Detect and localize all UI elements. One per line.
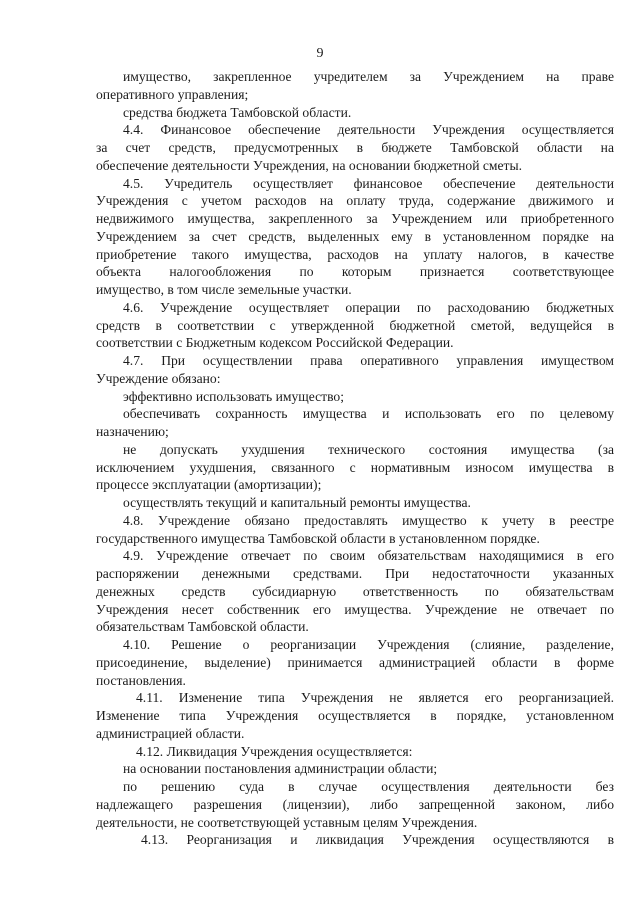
text-line: Учреждения несет собственник его имущества. Учреждение не отвечает по — [96, 601, 614, 617]
text-line: постановления. — [96, 672, 186, 688]
text-line: за счет средств, предусмотренных в бюджете Тамбовской области на — [96, 140, 614, 155]
text-line: денежных средств субсидиарную ответственность по обязательствам — [96, 583, 614, 599]
page-number: 9 — [316, 46, 324, 61]
text-line: 4.7. При осуществлении права оперативного управления имуществом — [123, 353, 614, 368]
text-line: 4.11. Изменение типа Учреждения не является его реорганизацией. — [136, 690, 614, 706]
text-line: осуществлять текущий и капитальный ремонты имущества. — [123, 495, 471, 510]
text-line: 4.6. Учреждение осуществляет операции по расходованию бюджетных — [123, 299, 614, 315]
text-line: надлежащего разрешения (лицензии), либо запрещенной законом, либо — [96, 796, 614, 812]
text-line: администрацией области. — [96, 725, 245, 741]
text-line: 4.4. Финансовое обеспечение деятельности Учреждения осуществляется — [123, 122, 614, 138]
text-line: назначению; — [96, 424, 169, 439]
text-line: обеспечивать сохранность имущества и использовать его по целевому — [123, 406, 614, 422]
text-line: имущество, в том числе земельные участки. — [96, 282, 352, 297]
text-line: 4.9. Учреждение отвечает по своим обязательствам находящимися в его — [123, 548, 614, 564]
text-line: деятельности, не соответствующей уставным целям Учреждения. — [96, 814, 478, 830]
text-line: не допускать ухудшения технического состояния имущества (за — [123, 441, 614, 457]
text-line: 4.12. Ликвидация Учреждения осуществляется: — [136, 743, 413, 759]
text-line: 4.5. Учредитель осуществляет финансовое обеспечение деятельности — [123, 175, 614, 191]
text-line: по решению суда в случае осуществления деятельности без — [123, 779, 614, 794]
text-line: исключением ухудшения, связанного с нормативным износом имущества в — [96, 459, 614, 475]
text-line: распоряжении денежными средствами. При недостаточности указанных — [96, 566, 614, 581]
text-line: обязательствам Тамбовской области. — [96, 619, 309, 635]
text-line: государственного имущества Тамбовской области в установленном порядке. — [96, 530, 540, 546]
text-line: 4.8. Учреждение обязано предоставлять имущество к учету в реестре — [123, 512, 614, 528]
text-line: имущество, закрепленное учредителем за Учреждением на праве — [123, 69, 614, 84]
text-line: на основании постановления администрации области; — [123, 761, 438, 777]
text-line: Учреждения с учетом расходов на оплату труда, содержание движимого и — [96, 193, 614, 209]
document-body — [96, 68, 614, 849]
text-line: 4.13. Реорганизация и ликвидация Учреждения осуществляются в — [141, 832, 614, 848]
text-line: средства бюджета Тамбовской области. — [123, 104, 352, 120]
text-line: недвижимого имущества, закрепленного за Учреждением или приобретенного — [96, 211, 614, 226]
text-line: приобретение такого имущества, расходов на уплату налогов, в качестве — [96, 246, 614, 262]
text-line: объекта налогообложения по которым признается соответствующее — [96, 264, 614, 280]
text-line: присоединение, выделение) принимается администрацией области в форме — [96, 654, 614, 670]
text-line: эффективно использовать имущество; — [123, 388, 344, 404]
text-line: Учреждение обязано: — [96, 370, 221, 386]
text-line: Учреждением за счет средств, выделенных ему в установленном порядке на — [96, 228, 614, 244]
text-line: оперативного управления; — [96, 86, 249, 102]
text-line: 4.10. Решение о реорганизации Учреждения (слияние, разделение, — [123, 637, 614, 652]
text-line: соответствии с Бюджетным кодексом Российской Федерации. — [96, 335, 454, 351]
text-line: Изменение типа Учреждения осуществляется в порядке, установленном — [96, 708, 614, 723]
text-line: средств в соответствии с утвержденной бюджетной сметой, ведущейся в — [96, 317, 614, 333]
text-line: процессе эксплуатации (амортизации); — [96, 477, 322, 493]
text-line: обеспечение деятельности Учреждения, на основании бюджетной сметы. — [96, 157, 523, 173]
